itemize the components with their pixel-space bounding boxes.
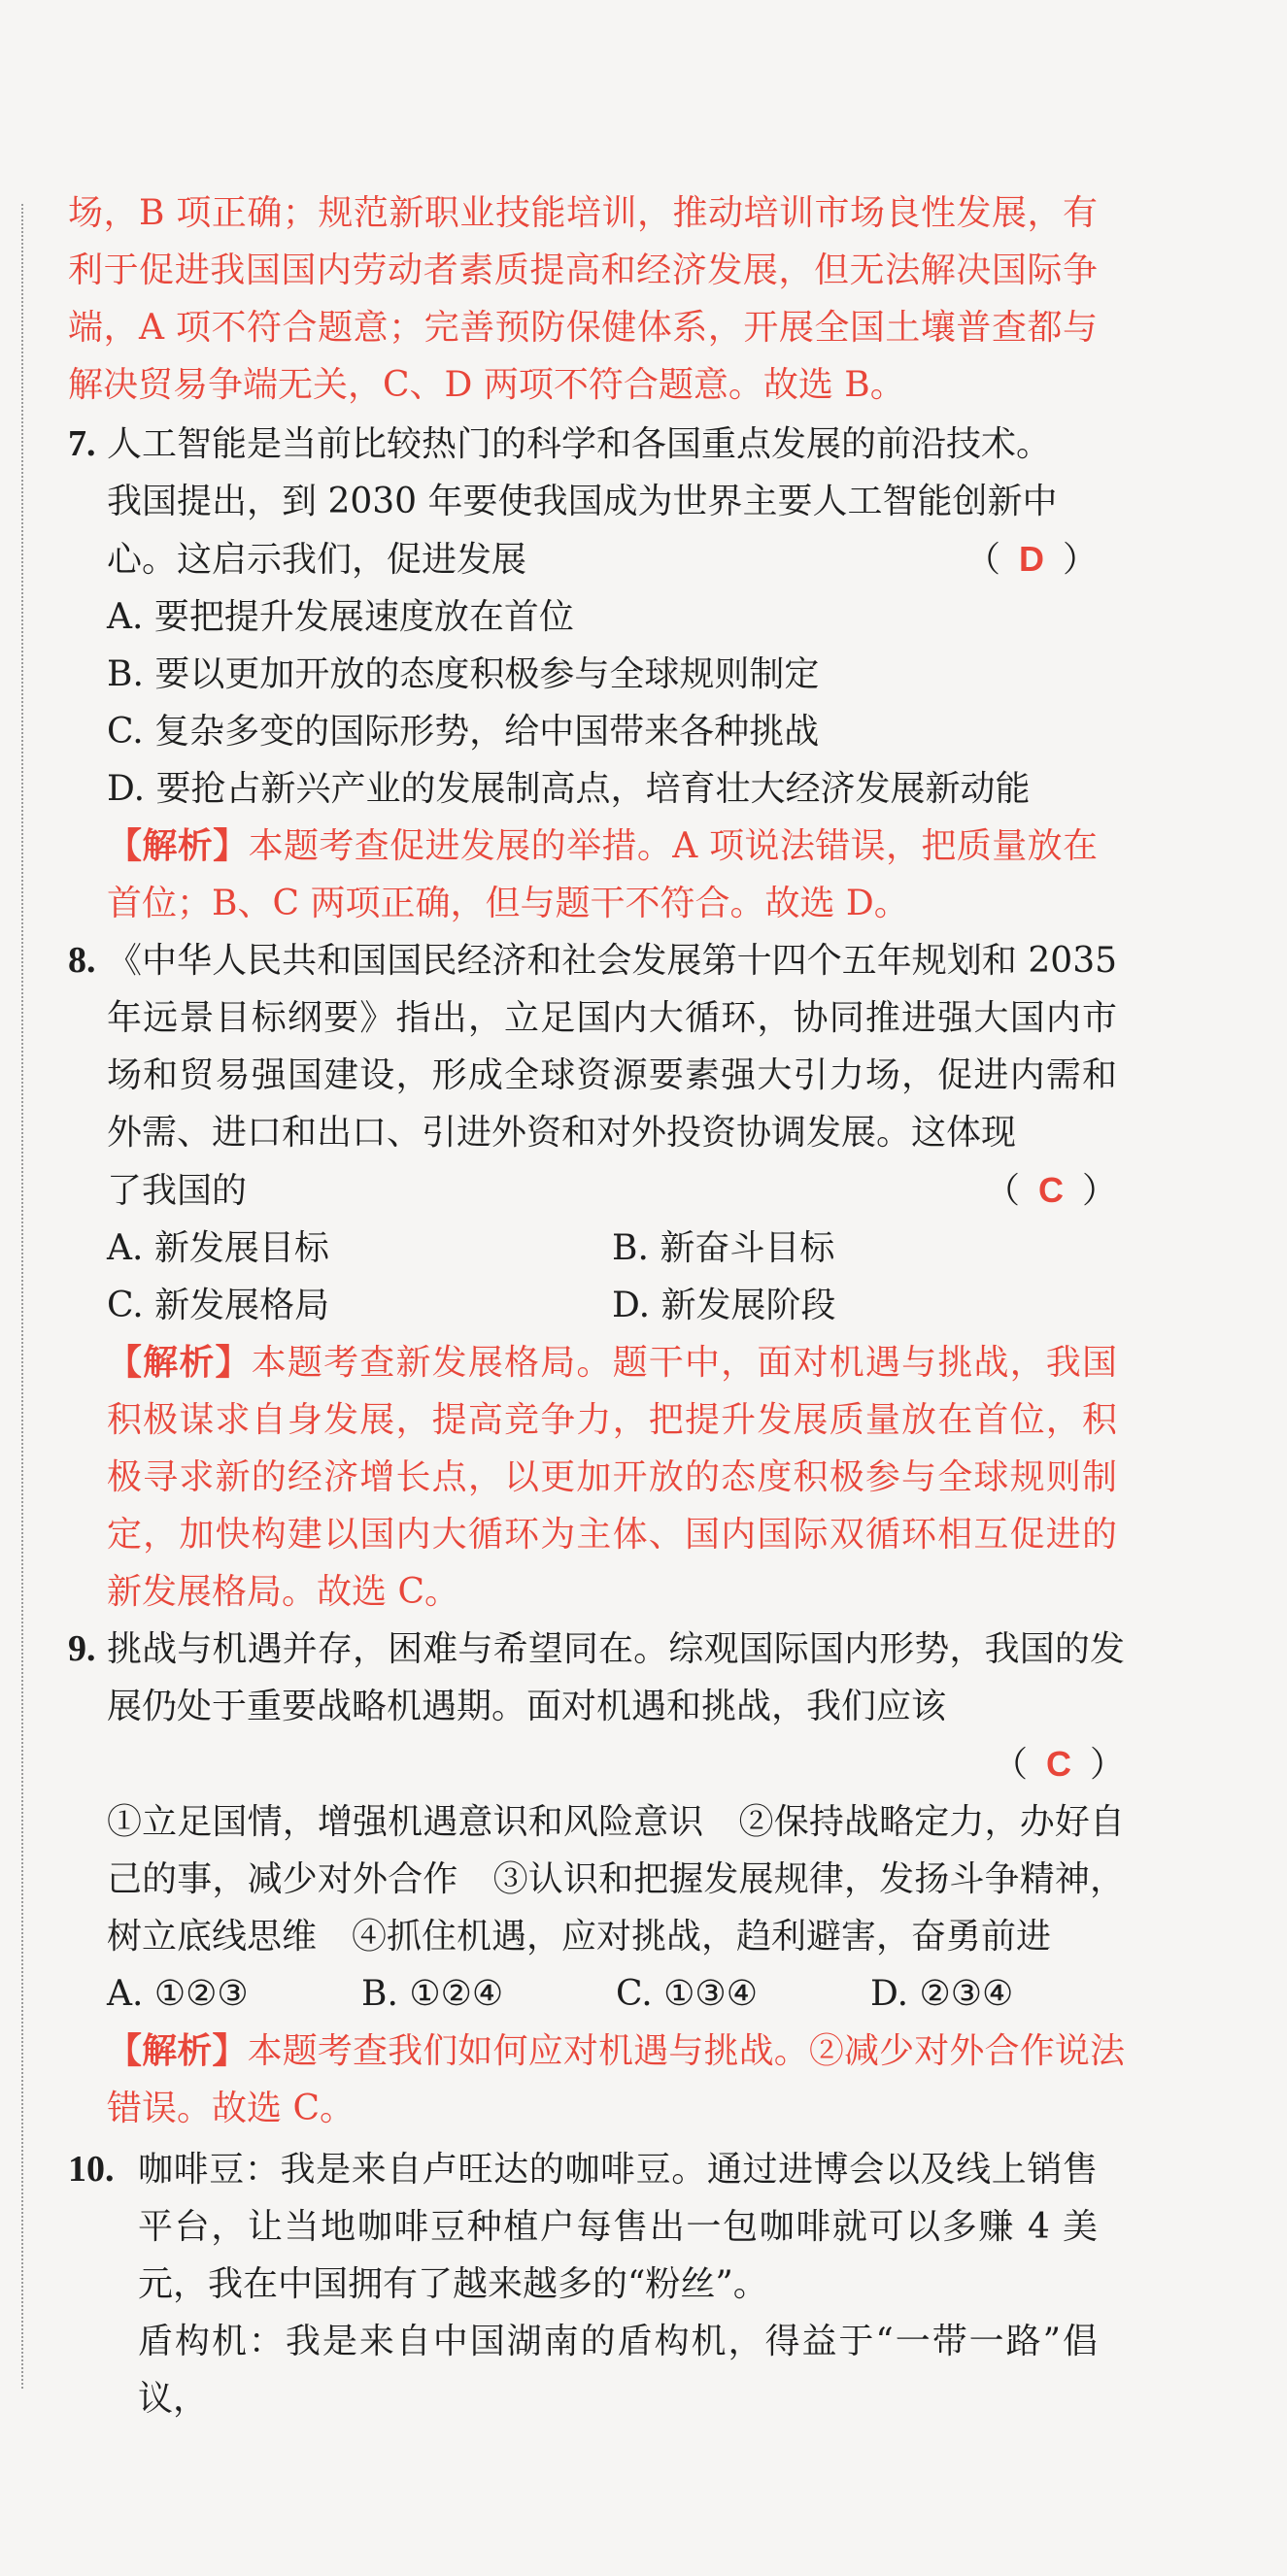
answer-letter: D [1018, 539, 1044, 579]
bracket-open: （ [992, 1745, 1028, 1785]
margin-dotted-line [21, 204, 23, 2389]
analysis-tag: 【解析】 [107, 1342, 252, 1383]
question-9 [68, 1621, 1125, 2137]
option-b: B. ①②④ [361, 1974, 504, 2014]
options-grid [107, 1220, 1117, 1334]
option-c: C. ①③④ [616, 1974, 758, 2014]
analysis-text: 本题考查促进发展的举措。A 项说法错误，把质量放在首位；B、C 两项正确，但与题干不符合。故选 D。 [107, 826, 1098, 923]
statement-items: ①立足国情，增强机遇意识和风险意识 ②保持战略定力，办好自己的事，减少对外合作 ③认识和把握发展规律，发扬斗争精神，树立底线思维 ④抓住机遇，应对挑战，趋利避害，奋勇前进 [107, 1802, 1125, 1957]
analysis [107, 2023, 1125, 2137]
question-8 [68, 932, 1117, 1621]
question-stem-end: 心。这启示我们，促进发展 [107, 540, 527, 580]
analysis-tag: 【解析】 [107, 2030, 248, 2071]
option-a: A. ①②③ [107, 1974, 249, 2014]
question-stem-line: 我国提出，到 2030 年要使我国成为世界主要人工智能创新中 [107, 482, 1058, 521]
question-number: 8. [68, 940, 96, 981]
bracket-close: ） [1062, 540, 1098, 580]
question-stem-line: 人工智能是当前比较热门的科学和各国重点发展的前沿技术。 [107, 424, 1052, 464]
question-7 [68, 416, 1098, 932]
dialogue-coffee-bean: 咖啡豆：我是来自卢旺达的咖啡豆。通过进博会以及线上销售平台，让当地咖啡豆种植户每售出一包咖啡就可以多赚 4 美元，我在中国拥有了越来越多的“粉丝”。 [138, 2150, 1098, 2304]
option-b: B. 新奋斗目标 [612, 1228, 835, 1268]
answer-bracket [993, 1735, 1125, 1793]
analysis [107, 1334, 1117, 1621]
answer-letter: C [1045, 1744, 1071, 1784]
analysis [107, 818, 1098, 932]
answer-line [107, 1735, 1125, 1793]
previous-analysis-continuation: 场，B 项正确；规范新职业技能培训，推动培训市场良性发展，有利于促进我国国内劳动者素质提高和经济发展，但无法解决国际争端，A 项不符合题意；完善预防保健体系，开展全国土壤普查都与解决贸易争端无关，C、D 两项不符合题意。故选 B。 [68, 193, 1098, 405]
question-number: 10. [68, 2149, 115, 2190]
option-d: D. ②③④ [870, 1974, 1014, 2014]
option-d: D. 新发展阶段 [612, 1286, 836, 1325]
question-stem-end: 了我国的 [107, 1171, 248, 1211]
bracket-close: ） [1081, 1171, 1117, 1211]
options-grid [107, 1965, 1125, 2023]
question-stem: 挑战与机遇并存，困难与希望同在。综观国际国内形势，我国的发展仍处于重要战略机遇期。面对机遇和挑战，我们应该 [107, 1629, 1125, 1726]
bracket-open: （ [965, 540, 1000, 580]
option-a: A. 要把提升发展速度放在首位 [107, 597, 574, 637]
analysis-tag: 【解析】 [107, 825, 249, 866]
option-a: A. 新发展目标 [107, 1228, 329, 1268]
question-number: 7. [68, 423, 96, 464]
option-d: D. 要抢占新兴产业的发展制高点，培育壮大经济发展新动能 [107, 769, 1031, 809]
option-c: C. 新发展格局 [107, 1286, 330, 1325]
analysis-text: 本题考查新发展格局。题干中，面对机遇与挑战，我国积极谋求自身发展，提高竞争力，把提升发展质量放在首位，积极寻求新的经济增长点，以更加开放的态度积极参与全球规则制定，加快构建以国内大循环为主体、国内国际双循环相互促进的新发展格局。故选 C。 [107, 1343, 1117, 1612]
question-number: 9. [68, 1628, 96, 1669]
question-10 [68, 2141, 1098, 2427]
question-stem-last-line [107, 1161, 1117, 1220]
analysis-text: 本题考查我们如何应对机遇与挑战。②减少对外合作说法错误。故选 C。 [107, 2031, 1125, 2128]
answer-bracket [965, 530, 1098, 588]
page-content [68, 184, 1125, 2427]
dialogue-shield-machine: 盾构机：我是来自中国湖南的盾构机，得益于“一带一路”倡议， [138, 2322, 1098, 2419]
bracket-close: ） [1089, 1745, 1125, 1785]
answer-bracket [985, 1161, 1117, 1220]
bracket-open: （ [984, 1171, 1020, 1211]
option-c: C. 复杂多变的国际形势，给中国带来各种挑战 [107, 712, 820, 752]
question-stem: 《中华人民共和国国民经济和社会发展第十四个五年规划和 2035 年远景目标纲要》指出，立足国内大循环，协同推进强大国内市场和贸易强国建设，形成全球资源要素强大引力场，促进内需和外需、进口和出口、引进外资和对外投资协调发展。这体现 [107, 941, 1117, 1153]
option-b: B. 要以更加开放的态度积极参与全球规则制定 [107, 654, 820, 694]
answer-letter: C [1037, 1170, 1064, 1210]
question-stem-last-line [107, 530, 1098, 588]
